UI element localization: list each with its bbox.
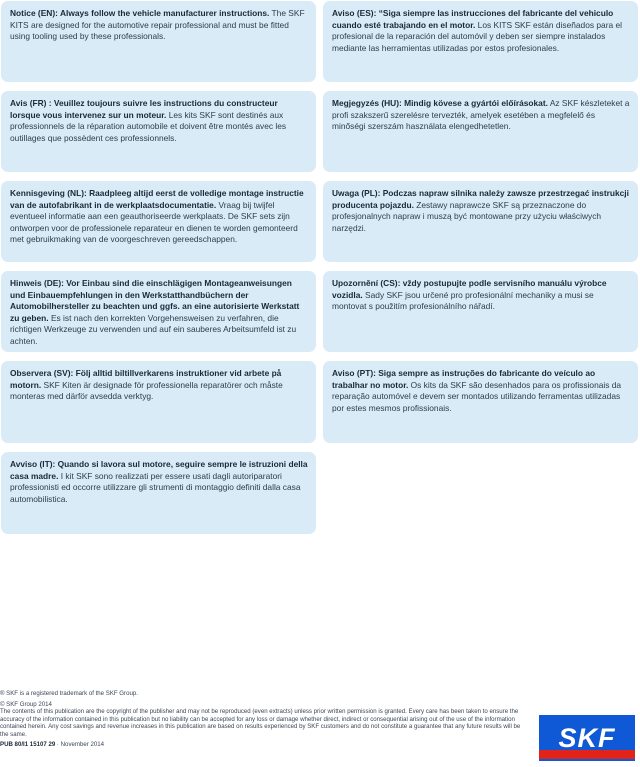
notice-body: SKF Kiten är designade för professionella reparatörer och måste monteras med därför avsedda verktyg.: [10, 379, 283, 402]
notice-body: Es ist nach den korrekten Vorgehensweisen zu verfahren, die richtigen Werkzeuge zu verwenden und auf ein sauberes Arbeitsumfeld ist zu achten.: [10, 312, 297, 346]
notice-lead: Avviso (IT): Quando si lavora sul motore, seguire sempre le istruzioni della casa madre.: [10, 459, 308, 481]
notice-lead: Observera (SV): Följ alltid biltillverkarens instruktioner vid arbete på motorn.: [10, 368, 282, 390]
notice-body: Zestawy naprawcze SKF są przeznaczone do profesjonalnych napraw i muszą być montowane przy użyciu właściwych narzędzi.: [332, 199, 602, 233]
logo-text: SKF: [558, 723, 616, 753]
notice-body: Les kits SKF sont destinés aux professionnels de la réparation automobile et doivent être montés avec les outillages que possèdent ces professionnels.: [10, 109, 287, 143]
notice-it: [1, 452, 316, 534]
notice-es: [323, 1, 638, 82]
skf-logo: [539, 715, 635, 761]
notice-body: Vraag bij twijfel eventueel informatie aan een geauthoriseerde werkplaats. De SKF sets zijn ontworpen voor de professionele reparateur en dienen te worden gemonteerd met gebruikmaking van de voorgeschreven gereedschappen.: [10, 199, 298, 245]
notice-pl: [323, 181, 638, 262]
notice-lead: Hinweis (DE): Vor Einbau sind die einschlägigen Montageanweisungen und Einbauempfehlungen in den Werkstatthandbüchern der Automobilhersteller zu beachten und ggfs. an eine autorisierte Werkstatt zu geben.: [10, 278, 300, 323]
notice-lead: Avis (FR) : Veuillez toujours suivre les instructions du constructeur lorsque vous intervenez sur un moteur.: [10, 98, 278, 120]
notice-lead: Notice (EN): Always follow the vehicle manufacturer instructions.: [10, 8, 270, 18]
publication-number: PUB 80/I1 15107 29: [0, 740, 56, 748]
notice-body: I kit SKF sono realizzati per essere usati dagli autoriparatori professionisti ed occorre utilizzare gli strumenti di montaggio definiti dalla casa automobilistica.: [10, 470, 301, 504]
notice-nl: [1, 181, 316, 262]
notice-body: The SKF KITS are designed for the automotive repair professional and must be fitted using tooling used by these professionals.: [10, 8, 305, 42]
notice-lead: Uwaga (PL): Podczas napraw silnika należy zawsze przestrzegać instrukcji producenta pojazdu.: [332, 188, 629, 210]
trademark-note: ® SKF is a registered trademark of the SKF Group.: [0, 690, 138, 697]
disclaimer-text: The contents of this publication are the copyright of the publisher and may not be reproduced (even extracts) unless prior written permission is granted. Every care has been taken to ensure the accuracy of the information contained in this publication but no liability can be accepted for any loss or damage whether direct, indirect or consequential arising out of the use of the information contained herein. Any cost savings and revenue increases in this publication are based on results experienced by SKF customers and do not constitute a guarantee that any future results will be the same.: [0, 708, 521, 738]
notice-sv: [1, 361, 316, 443]
notice-pt: [323, 361, 638, 443]
legal-footer: [0, 690, 530, 748]
notice-lead: Megjegyzés (HU): Mindig kövese a gyártói előírásokat.: [332, 98, 548, 108]
notice-body: Az SKF készleteket a profi szakszerű szerelésre tervezték, amelyek esetében a megfelelő és minőségi szerszám használata elengedhetetlen.: [332, 98, 630, 132]
notice-en: [1, 1, 316, 82]
notice-body: Os kits da SKF são desenhados para os profissionais da reparação automóvel e devem ser montados utilizando ferramentas utilizadas por estes mesmos profissionais.: [332, 379, 622, 413]
publication-date: · November 2014: [55, 740, 105, 748]
notice-body: Los KITS SKF están diseñados para el profesional de la reparación del automóvil y deben ser siempre instalados mediante las herramientas utilizadas por estos profesionales.: [332, 19, 622, 53]
notice-lead: Aviso (ES): “Siga siempre las instrucciones del fabricante del vehiculo cuando esté trabajando en el motor.: [332, 8, 614, 30]
copyright-note: © SKF Group 2014: [0, 700, 52, 708]
notice-body: Sady SKF jsou určené pro profesionální mechaniky a musi se montovat s použitím profesionálního nářadí.: [332, 289, 594, 312]
notice-lead: Upozornění (CS): vždy postupujte podle servisního manuálu výrobce vozidla.: [332, 278, 607, 300]
publication-info: [0, 741, 530, 749]
notice-lead: Aviso (PT): Siga sempre as instruções do fabricante do veículo ao trabalhar no motor.: [332, 368, 596, 390]
notice-de: [1, 271, 316, 352]
notice-hu: [323, 91, 638, 172]
notice-fr: [1, 91, 316, 172]
notice-lead: Kennisgeving (NL): Raadpleeg altijd eerst de volledige montage instructie van de autofabrikant in de werkplaatsdocumentatie.: [10, 188, 304, 210]
notice-cs: [323, 271, 638, 352]
